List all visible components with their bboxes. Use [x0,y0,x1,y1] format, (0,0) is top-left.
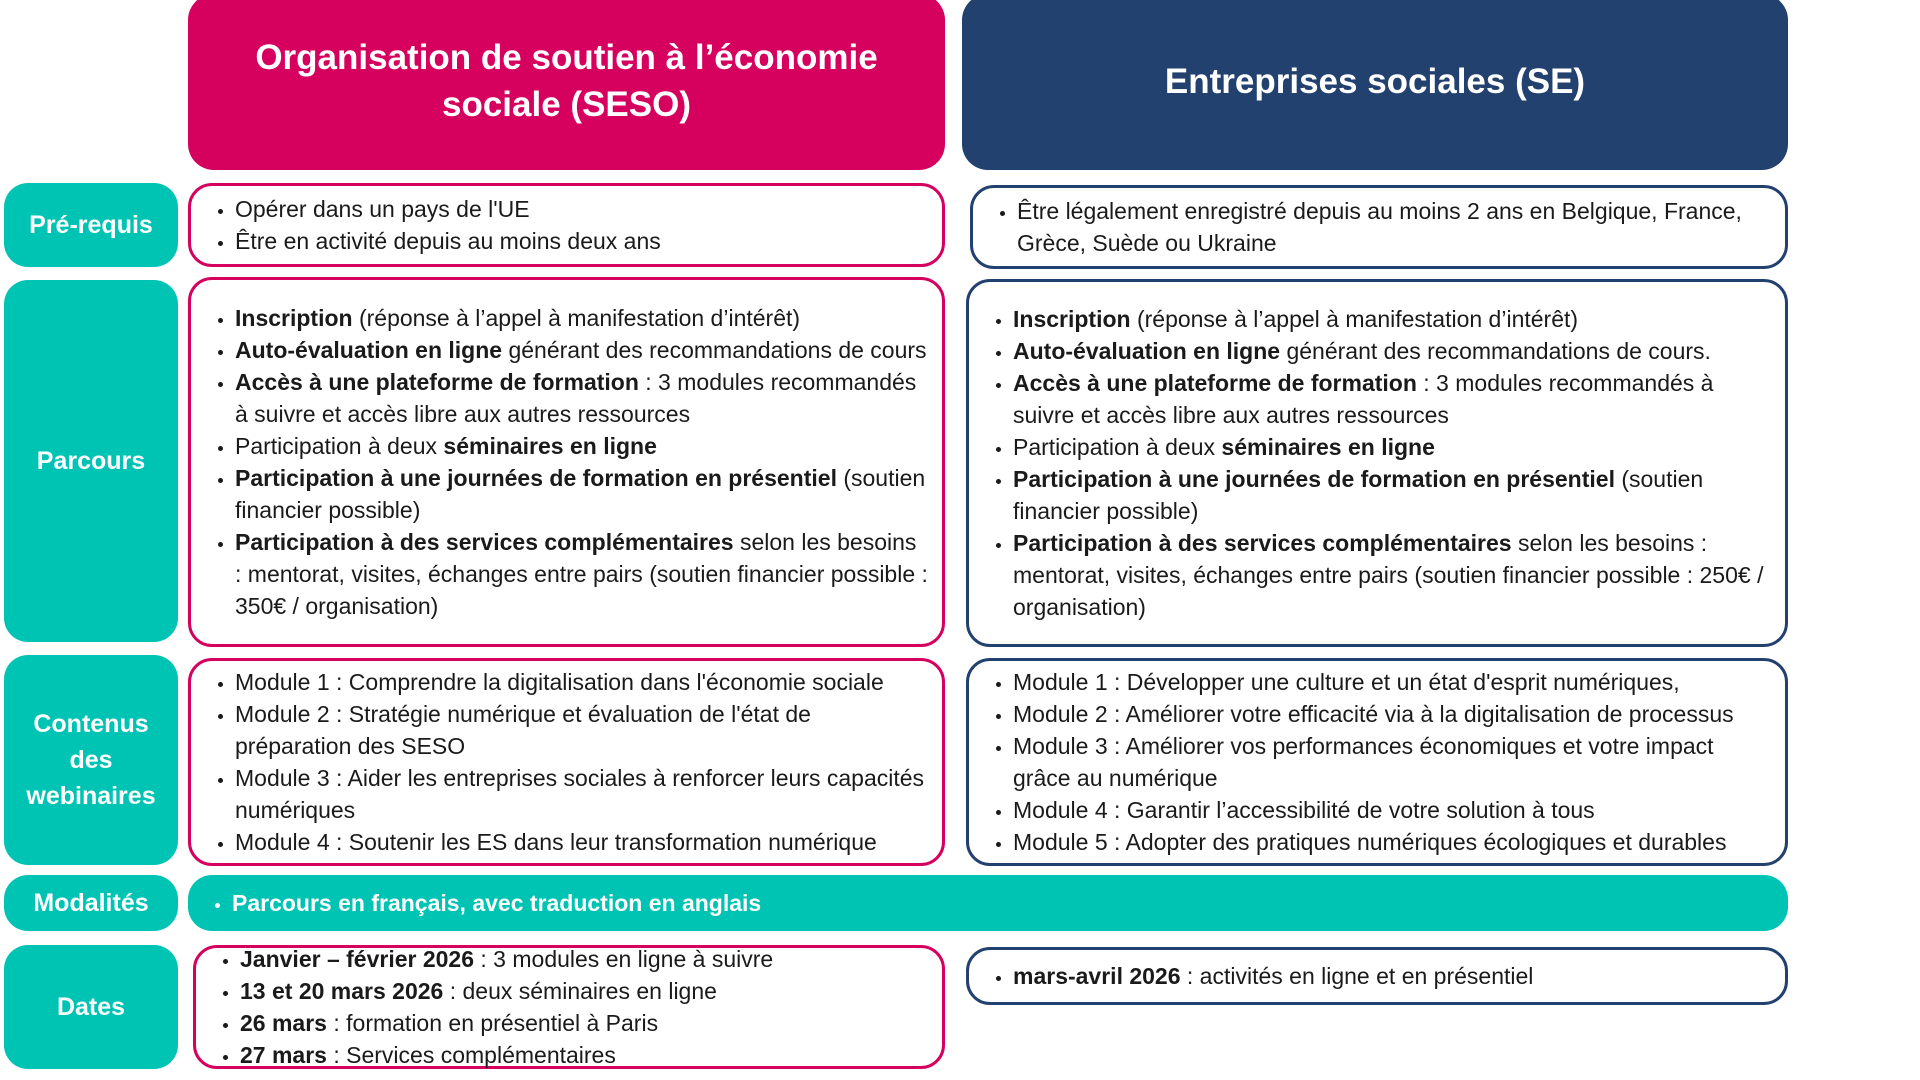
label-contenus-line2: des [69,746,113,774]
label-modalites-text: Modalités [33,889,149,917]
list-item: • Module 5 : Adopter des pratiques numériques écologiques et durables [1013,826,1777,858]
list-item: • Être en activité depuis au moins deux ans [235,225,661,257]
list-item: • Participation à deux séminaires en ligne [1013,431,1771,463]
label-dates [4,945,178,1069]
header-seso-text: Organisation de soutien à l’économie sociale (SESO) [255,38,878,124]
header-se-text: Entreprises sociales (SE) [1164,61,1586,101]
list-item: • Module 2 : Améliorer votre efficacité via à la digitalisation de processus [1013,698,1777,730]
label-contenus-line1: Contenus [33,710,149,738]
list-item: • Participation à une journées de formation en présentiel (soutien financier possible) [1013,463,1771,527]
list-item: • Participation à des services complémentaires selon les besoins : mentorat, visites, échanges entre pairs (soutien financier possible : 250€ / organisation) [1013,527,1771,623]
list-item: • Module 1 : Comprendre la digitalisation dans l'économie sociale [235,666,932,698]
list-item: • Module 4 : Garantir l’accessibilité de votre solution à tous [1013,794,1777,826]
list-item: • 27 mars : Services complémentaires [240,1039,773,1071]
label-modalites [4,875,178,931]
parcours-seso-box [188,277,945,647]
list-item: • Module 4 : Soutenir les ES dans leur transformation numérique [235,826,932,858]
contenus-seso-box [188,658,945,866]
label-prerequis [4,183,178,267]
prerequis-se-box [970,185,1788,269]
list-item: • Module 1 : Développer une culture et un état d'esprit numériques, [1013,666,1777,698]
label-parcours-text: Parcours [36,447,146,475]
list-item: • Parcours en français, avec traduction en anglais [232,890,761,917]
contenus-se-box [966,658,1788,866]
modalites-bar [188,875,1788,931]
list-item: • mars-avril 2026 : activités en ligne et en présentiel [1013,960,1533,992]
prerequis-se-list [973,195,1785,259]
list-item: • Participation à deux séminaires en ligne [235,430,928,462]
label-prerequis-text: Pré-requis [29,211,153,239]
list-item: • 26 mars : formation en présentiel à Paris [240,1007,773,1039]
list-item: • Inscription (réponse à l’appel à manifestation d’intérêt) [1013,303,1771,335]
label-parcours [4,280,178,642]
prerequis-seso-box [188,183,945,267]
modalites-list [188,890,761,917]
list-item: • Accès à une plateforme de formation : 3 modules recommandés à suivre et accès libre aux autres ressources [1013,367,1771,431]
list-item: • Être légalement enregistré depuis au moins 2 ans en Belgique, France, Grèce, Suède ou Ukraine [1017,195,1775,259]
list-item: • Module 3 : Améliorer vos performances économiques et votre impact grâce au numérique [1013,730,1777,794]
parcours-seso-list [191,302,942,622]
dates-se-box [966,947,1788,1005]
list-item: • Module 2 : Stratégie numérique et évaluation de l'état de préparation des SESO [235,698,932,762]
label-dates-text: Dates [56,993,126,1021]
list-item: • Janvier – février 2026 : 3 modules en ligne à suivre [240,943,773,975]
header-se [962,0,1788,170]
list-item: • Opérer dans un pays de l'UE [235,193,661,225]
contenus-seso-list [191,666,942,858]
label-contenus [4,655,178,865]
list-item: • Participation à des services complémentaires selon les besoins : mentorat, visites, échanges entre pairs (soutien financier possible : 350€ / organisation) [235,526,928,622]
list-item: • Inscription (réponse à l’appel à manifestation d’intérêt) [235,302,928,334]
list-item: • Auto-évaluation en ligne générant des recommandations de cours. [1013,335,1771,367]
dates-seso-list [196,943,773,1071]
contenus-se-list [969,666,1785,858]
parcours-se-box [966,279,1788,647]
list-item: • Module 3 : Aider les entreprises sociales à renforcer leurs capacités numériques [235,762,932,826]
dates-se-list [969,960,1533,992]
parcours-se-list [969,303,1785,623]
list-item: • Auto-évaluation en ligne générant des recommandations de cours [235,334,928,366]
dates-seso-box [193,945,945,1069]
label-contenus-line3: webinaires [26,782,156,810]
list-item: • Accès à une plateforme de formation : 3 modules recommandés à suivre et accès libre aux autres ressources [235,366,928,430]
header-seso [188,0,945,170]
list-item: • Participation à une journées de formation en présentiel (soutien financier possible) [235,462,928,526]
prerequis-seso-list [191,193,661,257]
list-item: • 13 et 20 mars 2026 : deux séminaires en ligne [240,975,773,1007]
